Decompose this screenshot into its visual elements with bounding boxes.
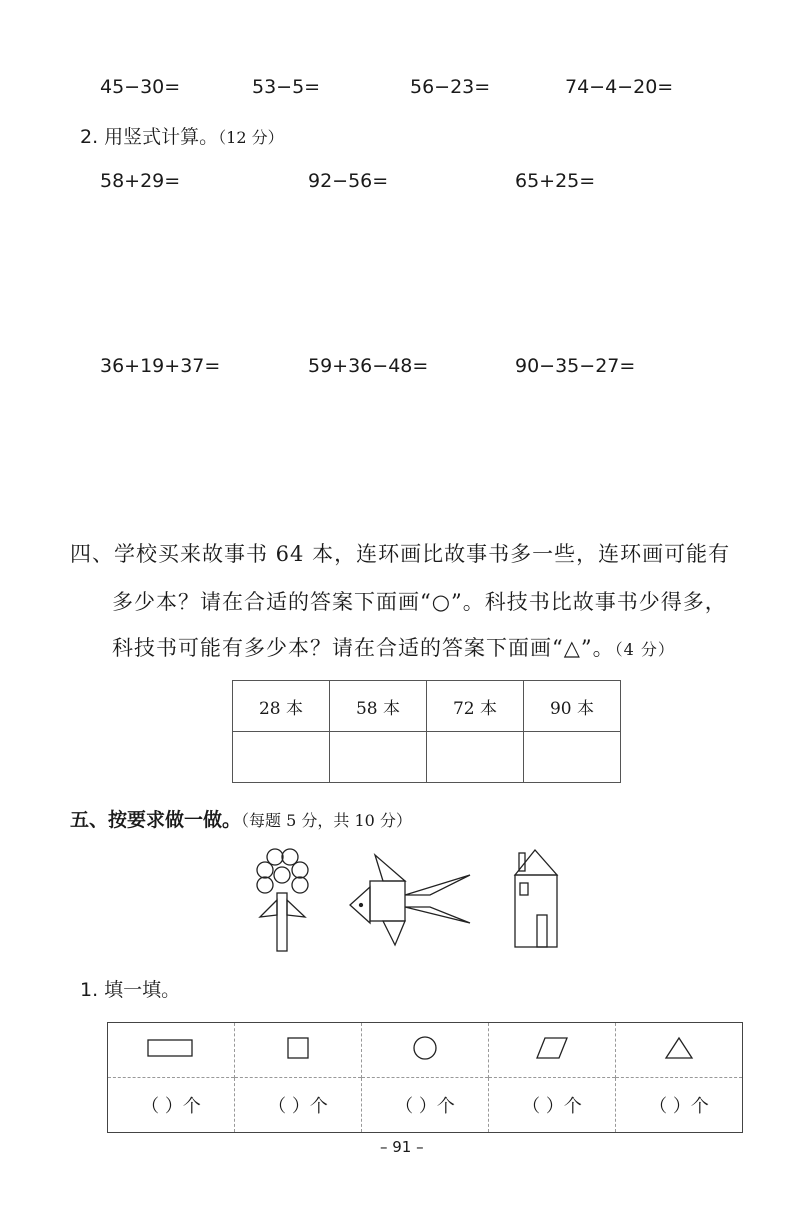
shape-figures [245, 845, 565, 955]
circle-count[interactable]: （ ）个 [362, 1078, 489, 1133]
rectangle-icon [108, 1023, 235, 1078]
flower-figure [257, 849, 308, 951]
answer-cell-58[interactable] [330, 732, 427, 783]
house-figure [515, 850, 557, 947]
option-90: 90 本 [524, 681, 621, 732]
parallelogram-icon [489, 1023, 616, 1078]
parallelogram-count[interactable]: （ ）个 [489, 1078, 616, 1133]
q2-heading [80, 122, 284, 149]
answer-cell-90[interactable] [524, 732, 621, 783]
q5-1-title: 1. 填一填。 [80, 979, 181, 1001]
triangle-icon [616, 1023, 743, 1078]
calc-row1-2: 53−5= [252, 76, 321, 98]
q5-title: 五、按要求做一做。 [70, 809, 242, 831]
calc-row2-2: 92−56= [308, 170, 389, 192]
calc-row1-1: 45−30= [100, 76, 181, 98]
option-72: 72 本 [427, 681, 524, 732]
calc-row3-3: 90−35−27= [515, 355, 636, 377]
circle-icon [362, 1023, 489, 1078]
book-options-table [232, 680, 621, 783]
q2-title: 2. 用竖式计算。 [80, 126, 219, 148]
q4-line3: 科技书可能有多少本？请在合适的答案下面画“△”。 [112, 636, 615, 660]
calc-row3-1: 36+19+37= [100, 355, 221, 377]
shape-count-table [107, 1022, 743, 1133]
calc-row3-2: 59+36−48= [308, 355, 429, 377]
option-28: 28 本 [233, 681, 330, 732]
option-58: 58 本 [330, 681, 427, 732]
fish-figure [350, 855, 470, 945]
calc-row2-1: 58+29= [100, 170, 181, 192]
rectangle-count[interactable]: （ ）个 [108, 1078, 235, 1133]
q2-score: （12 分） [218, 128, 284, 147]
calc-row1-3: 56−23= [410, 76, 491, 98]
answer-cell-28[interactable] [233, 732, 330, 783]
q5-score: （每题 5 分，共 10 分） [241, 811, 412, 830]
calc-row1-4: 74−4−20= [565, 76, 674, 98]
q5-heading [70, 805, 412, 832]
square-count[interactable]: （ ）个 [235, 1078, 362, 1133]
page-number: – 91 – [380, 1138, 424, 1156]
triangle-count[interactable]: （ ）个 [616, 1078, 743, 1133]
q4-score: （4 分） [614, 640, 675, 659]
answer-cell-72[interactable] [427, 732, 524, 783]
q4-line3-wrap [112, 632, 675, 662]
q4-line2: 多少本？请在合适的答案下面画“○”。科技书比故事书少得多， [112, 590, 727, 614]
square-icon [235, 1023, 362, 1078]
q4-line1: 四、学校买来故事书 64 本，连环画比故事书多一些，连环画可能有 [70, 542, 731, 566]
calc-row2-3: 65+25= [515, 170, 596, 192]
